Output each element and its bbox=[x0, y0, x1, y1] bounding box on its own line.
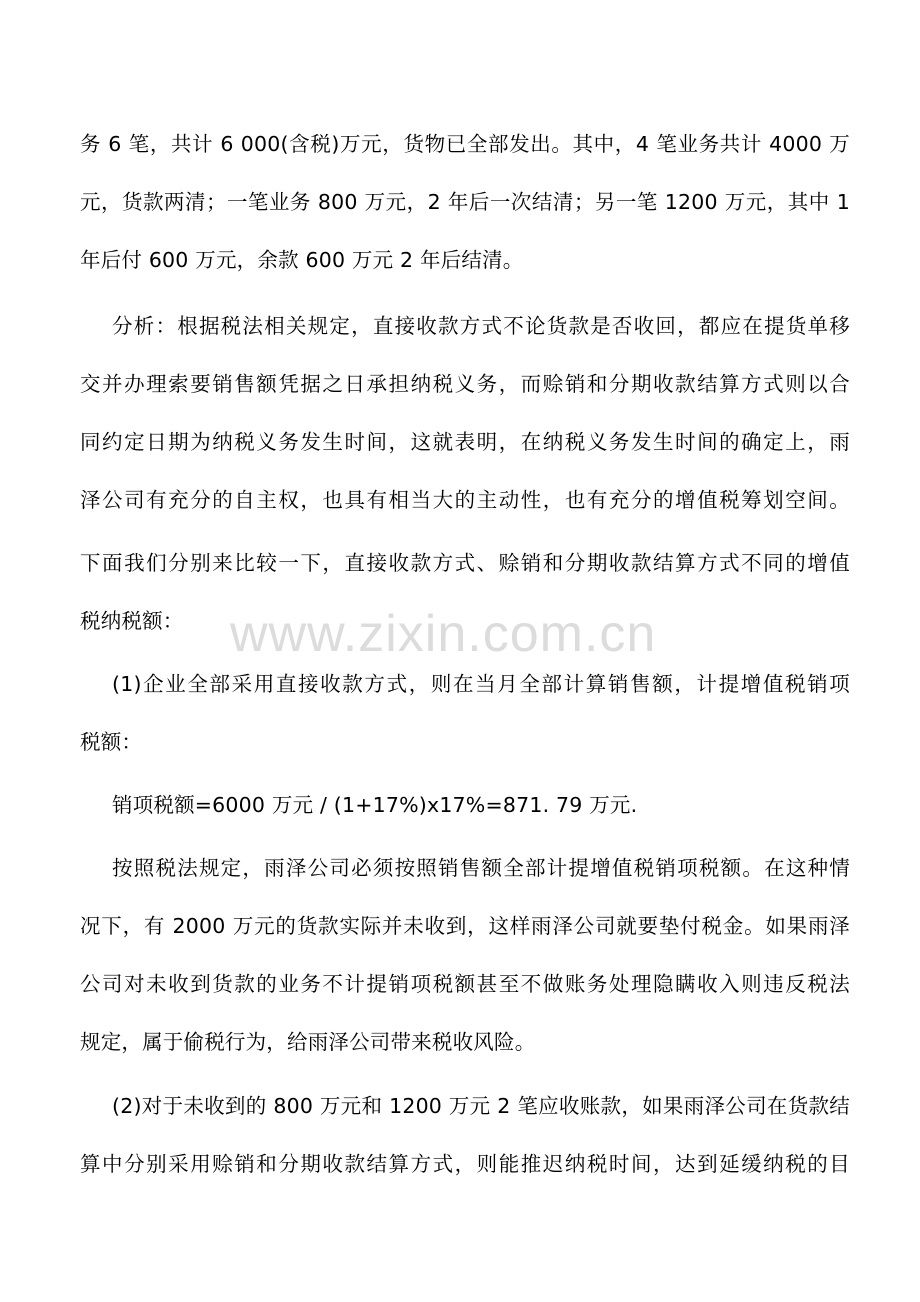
paragraph-line: 况下，有 2000 万元的货款实际并未收到，这样雨泽公司就要垫付税金。如果雨泽 bbox=[80, 914, 850, 938]
paragraph-line: (2)对于未收到的 800 万元和 1200 万元 2 笔应收账款，如果雨泽公司在货款结 bbox=[112, 1094, 850, 1118]
paragraph-line: 泽公司有充分的自主权，也具有相当大的主动性，也有充分的增值税筹划空间。 bbox=[80, 488, 850, 512]
paragraph-line: 下面我们分别来比较一下，直接收款方式、赊销和分期收款结算方式不同的增值 bbox=[80, 551, 850, 575]
paragraph-line: 税额： bbox=[80, 730, 143, 754]
paragraph-line: 分析：根据税法相关规定，直接收款方式不论货款是否收回，都应在提货单移 bbox=[112, 314, 850, 338]
paragraph-line: 公司对未收到货款的业务不计提销项税额甚至不做账务处理隐瞒收入则违反税法 bbox=[80, 972, 850, 996]
watermark: www.zixin.com.cn bbox=[230, 605, 657, 663]
paragraph-line: 规定，属于偷税行为，给雨泽公司带来税收风险。 bbox=[80, 1030, 536, 1054]
paragraph-line: 年后付 600 万元，余款 600 万元 2 年后结清。 bbox=[80, 248, 524, 272]
paragraph-line: (1)企业全部采用直接收款方式，则在当月全部计算销售额，计提增值税销项 bbox=[112, 672, 850, 696]
paragraph-line: 算中分别采用赊销和分期收款结算方式，则能推迟纳税时间，达到延缓纳税的目 bbox=[80, 1152, 850, 1176]
paragraph-line: 元，货款两清；一笔业务 800 万元，2 年后一次结清；另一笔 1200 万元，其中 1 bbox=[80, 190, 850, 214]
paragraph-line: 税纳税额： bbox=[80, 609, 184, 633]
paragraph-line: 务 6 笔，共计 6 000(含税)万元，货物已全部发出。其中，4 笔业务共计 4000 万 bbox=[80, 132, 850, 156]
paragraph-line: 按照税法规定，雨泽公司必须按照销售额全部计提增值税销项税额。在这种情 bbox=[112, 856, 850, 880]
paragraph-line: 交并办理索要销售额凭据之日承担纳税义务，而赊销和分期收款结算方式则以合 bbox=[80, 372, 850, 396]
formula-line: 销项税额=6000 万元 / (1+17%)x17%=871. 79 万元. bbox=[112, 793, 638, 817]
paragraph-line: 同约定日期为纳税义务发生时间，这就表明，在纳税义务发生时间的确定上，雨 bbox=[80, 430, 850, 454]
